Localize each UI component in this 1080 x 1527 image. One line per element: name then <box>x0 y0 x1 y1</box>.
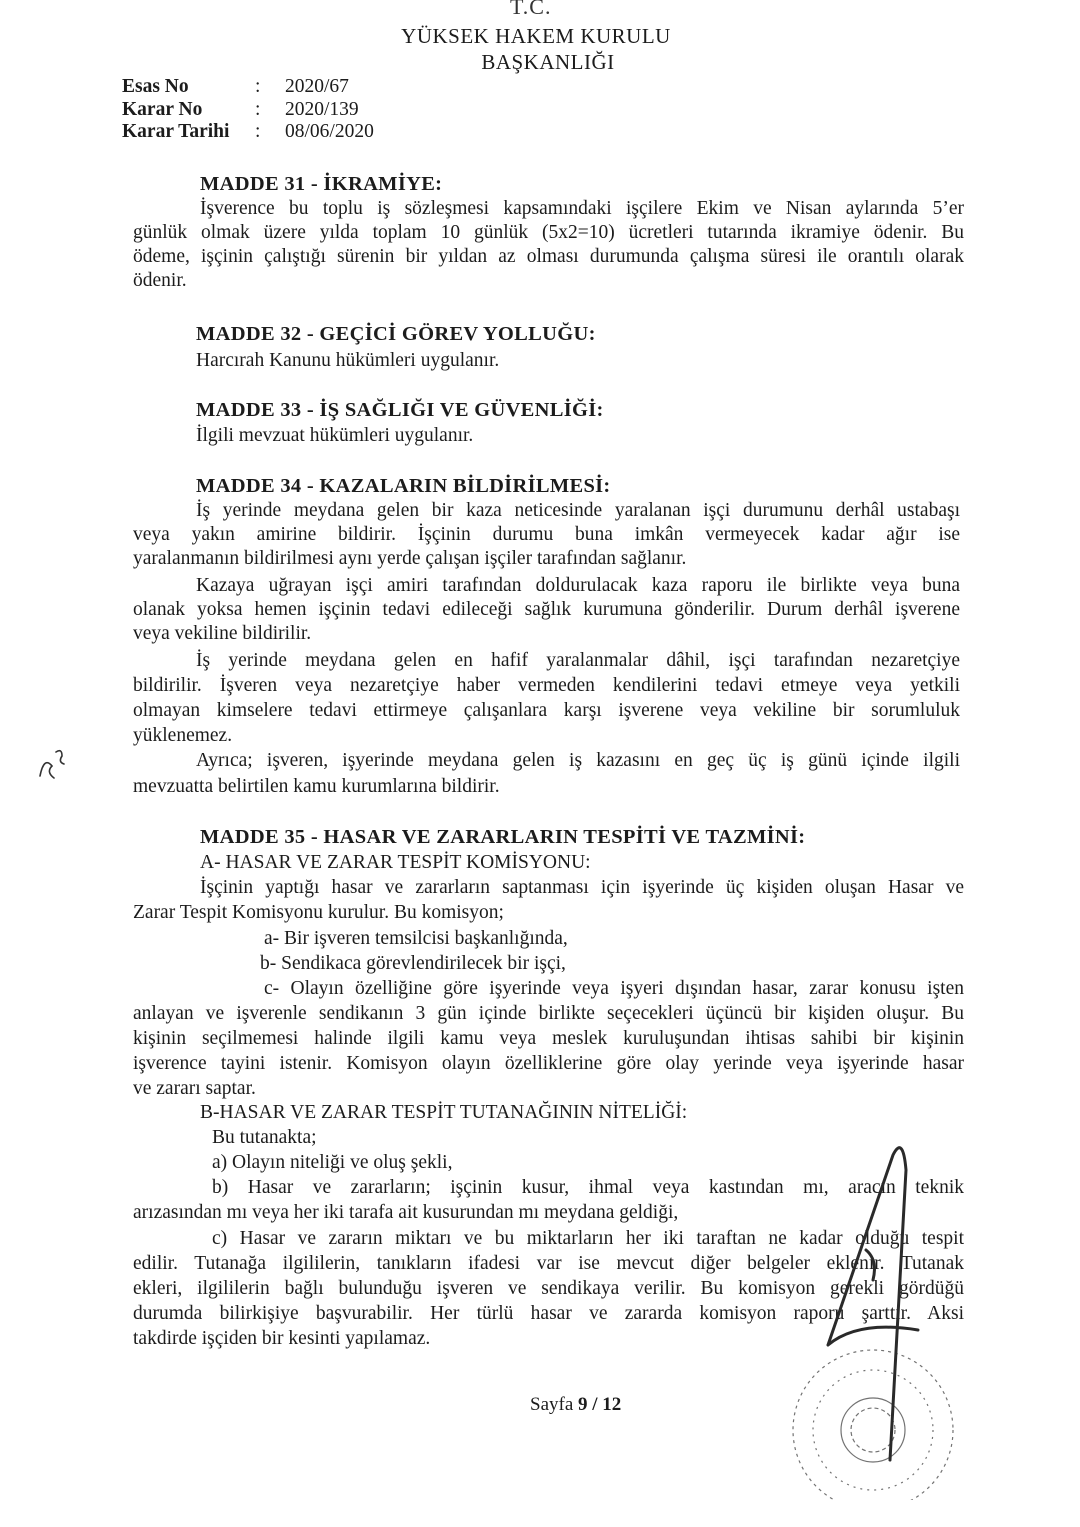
text-line: b) Hasar ve zararların; işçinin kusur, ihmal veya kastından mı, aracın teknik <box>212 1177 964 1198</box>
article-35-line: Bu tutanakta; <box>212 1127 317 1148</box>
text-line: kişinin seçilmemesi halinde ilgili kamu veya meslek kuruluşundan ihtisas sahibi bir kişinin <box>133 1028 964 1049</box>
article-35-line: Zarar Tespit Komisyonu kurulur. Bu komisyon; <box>133 902 504 923</box>
karar-tarihi-label: Karar Tarihi <box>122 121 230 142</box>
colon: : <box>255 76 261 97</box>
text-line: veya yakın amirine bildirir. İşçinin durumu buna imkân vermeyecek kadar ağır ise <box>133 524 960 545</box>
list-item <box>264 978 964 1000</box>
text-line: c- Olayın özelliğine göre işyerinde veya işyeri dışından hasar, zarar konusu işten <box>264 978 964 999</box>
esas-no-value: 2020/67 <box>285 76 349 97</box>
article-32-line: Harcırah Kanunu hükümleri uygulanır. <box>196 350 500 371</box>
karar-no-value: 2020/139 <box>285 98 359 120</box>
article-34-line: mevzuatta belirtilen kamu kurumlarına bildirir. <box>133 776 500 797</box>
text-line: olmayan kimselere tedavi ettirmeye çalışanlara karşı işverene veya vekiline bir sorumluluk <box>133 700 960 721</box>
article-31-heading: MADDE 31 - İKRAMİYE: <box>200 173 443 195</box>
article-33-line: İlgili mevzuat hükümleri uygulanır. <box>196 425 474 446</box>
article-31-line: ödenir. <box>133 270 187 291</box>
karar-no-label: Karar No <box>122 98 203 120</box>
article-32-heading: MADDE 32 - GEÇİCİ GÖREV YOLLUĞU: <box>196 323 596 345</box>
colon: : <box>255 121 261 142</box>
page-number <box>530 1394 621 1416</box>
article-34-line <box>196 500 960 522</box>
text-line: Kazaya uğrayan işçi amiri tarafından doldurulacak kaza raporu ile birlikte veya buna <box>196 575 960 596</box>
case-info <box>122 76 374 144</box>
article-35-heading: MADDE 35 - HASAR VE ZARARLARIN TESPİTİ VE TAZMİNİ: <box>200 826 806 848</box>
text-line: bildirilir. İşveren veya nezaretçiye haber vermeden kendilerini tedavi etmeye veya yetkili <box>133 675 960 696</box>
text-line: günlük olmak üzere yılda toplam 10 günlük (5x2=10) ücretleri tutarında ikramiye ödenir. Bu <box>133 222 964 243</box>
text-line: durumda bilirkişiye başvurabilir. Her türlü hasar ve zararda komisyon raporu şarttır. Aksi <box>133 1303 964 1324</box>
text-line: ödeme, işçinin çalıştığı sürenin bir yıldan az olması durumunda çalışma süresi ile orantılı olarak <box>133 246 964 267</box>
text-line: İşçinin yaptığı hasar ve zararların saptanması için işyerinde üç kişiden oluşan Hasar ve <box>200 877 964 898</box>
article-34-line <box>196 750 960 772</box>
list-item: b- Sendikaca görevlendirilecek bir işçi, <box>260 953 566 974</box>
list-item: a- Bir işveren temsilcisi başkanlığında, <box>264 928 568 949</box>
article-34-line <box>133 675 960 697</box>
handwritten-signature <box>828 1148 918 1460</box>
header-tc: T.C. <box>510 0 552 19</box>
article-35-line <box>133 1028 964 1050</box>
article-35-line: arızasından mı veya her iki tarafa ait kusurundan mı meydana geldiği, <box>133 1202 679 1223</box>
article-35-line: takdirde işçiden bir kesinti yapılamaz. <box>133 1328 431 1349</box>
text-line: işverence tayini istenir. Komisyon olayın özelliklerine göre olay yerinde veya işyerinde hasar <box>133 1053 964 1074</box>
article-31-line <box>133 246 964 268</box>
article-35-line <box>133 1003 964 1025</box>
article-34-line <box>133 599 960 621</box>
article-35-line <box>200 877 964 899</box>
article-31-line <box>200 198 964 220</box>
margin-initials <box>34 742 70 784</box>
signature-stamp <box>768 1130 978 1500</box>
article-34-line: yüklenemez. <box>133 725 233 746</box>
page-number-prefix: Sayfa <box>530 1394 579 1415</box>
list-item: a) Olayın niteliği ve oluş şekli, <box>212 1152 453 1173</box>
article-31-line <box>133 222 964 244</box>
text-line: edilir. Tutanağa ilgililerin, tanıkların ifadesi var ise mevcut diğer belgeler eklenir. Tutanak <box>133 1253 964 1274</box>
article-33-heading: MADDE 33 - İŞ SAĞLIĞI VE GÜVENLİĞİ: <box>196 399 604 421</box>
text-line: c) Hasar ve zararın miktarı ve bu miktarların her iki taraftan ne kadar olduğu tespit <box>212 1228 964 1249</box>
case-info-row <box>122 121 374 144</box>
karar-tarihi-value: 08/06/2020 <box>285 121 374 142</box>
case-info-row <box>122 76 374 99</box>
article-34-line <box>196 575 960 597</box>
article-35-line <box>133 1053 964 1075</box>
subsection-b-heading: B-HASAR VE ZARAR TESPİT TUTANAĞININ NİTELİĞİ: <box>200 1102 688 1123</box>
colon: : <box>255 98 261 120</box>
article-34-line: veya vekiline bildirilir. <box>133 623 312 644</box>
text-line: ekleri, ilgililerin bağlı bulunduğu işveren ve sendikaya verilir. Bu komisyon gerekli gördüğü <box>133 1278 964 1299</box>
article-34-line: yaralanmanın bildirilmesi aynı yerde çalışan işçiler tarafından sağlanır. <box>133 548 687 569</box>
article-34-line <box>196 650 960 672</box>
article-34-line <box>133 524 960 546</box>
official-seal <box>793 1350 953 1500</box>
subsection-a-heading: A- HASAR VE ZARAR TESPİT KOMİSYONU: <box>200 852 591 873</box>
text-line: İş yerinde meydana gelen en hafif yaralanmalar dâhil, işçi tarafından nezaretçiye <box>196 650 960 671</box>
article-35-line: ve zararı saptar. <box>133 1078 256 1099</box>
header-subtitle: BAŞKANLIĞI <box>481 50 615 74</box>
case-info-row <box>122 99 374 122</box>
esas-no-label: Esas No <box>122 76 189 97</box>
text-line: İşverence bu toplu iş sözleşmesi kapsamındaki işçilere Ekim ve Nisan aylarında 5’er <box>200 198 964 219</box>
text-line: İş yerinde meydana gelen bir kaza neticesinde yaralanan işçi durumunu derhâl ustabaşı <box>196 500 960 521</box>
page-number-value: 9 / 12 <box>578 1394 622 1415</box>
article-34-heading: MADDE 34 - KAZALARIN BİLDİRİLMESİ: <box>196 475 611 497</box>
text-line: olanak yoksa hemen işçinin tedavi edileceği sağlık kurumuna gönderilir. Durum derhâl işverene <box>133 599 960 620</box>
header-title: YÜKSEK HAKEM KURULU <box>401 24 671 48</box>
article-34-line <box>133 700 960 722</box>
text-line: Ayrıca; işveren, işyerinde meydana gelen iş kazasını en geç üç iş günü içinde ilgili <box>196 750 960 771</box>
text-line: anlayan ve işverenle sendikanın 3 gün içinde birlikte seçecekleri üçüncü bir kişiden oluşur. Bu <box>133 1003 964 1024</box>
